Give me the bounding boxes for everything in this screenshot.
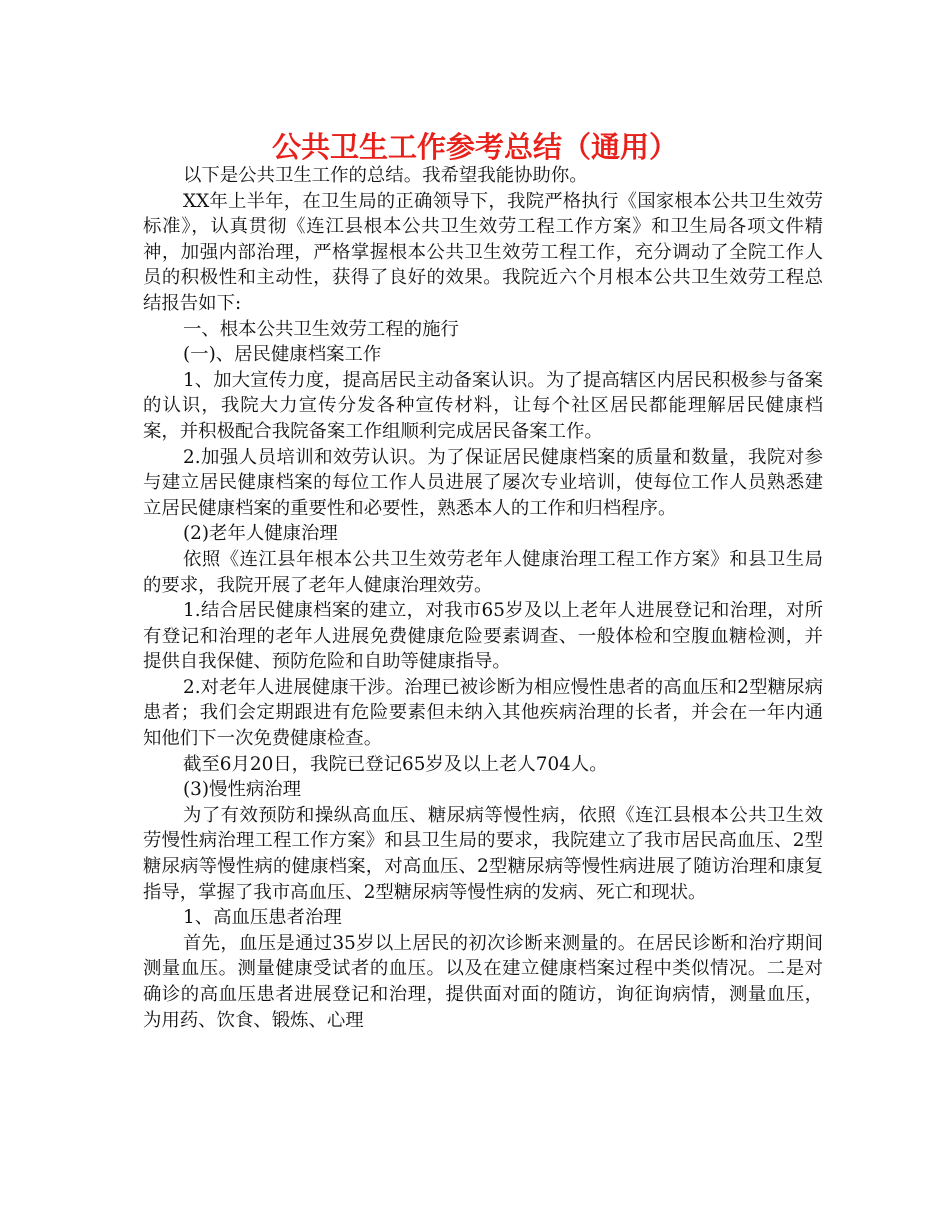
paragraph-elderly-registration: 1.结合居民健康档案的建立，对我市65岁及以上老年人进展登记和治理，对所有登记和治理的老年人进展免费健康危险要素调查、一般体检和空腹血糖检测，并提供自我保健、预防危险和自助等健康指导。: [143, 600, 823, 673]
intro-paragraph: 以下是公共卫生工作的总结。我希望我能协助你。: [183, 165, 588, 186]
paragraph-training: 2.加强人员培训和效劳认识。为了保证居民健康档案的质量和数量，我院对参与建立居民健康档案的每位工作人员进展了屡次专业培训，使每位工作人员熟悉建立居民健康档案的重要性和必要性，熟悉本人的工作和归档程序。: [143, 446, 823, 519]
paragraph-chronic-plan: 为了有效预防和操纵高血压、糖尿病等慢性病，依照《连江县根本公共卫生效劳慢性病治理工程工作方案》和县卫生局的要求，我院建立了我市居民高血压、2型糖尿病等慢性病的健康档案，对高血压、2型糖尿病等慢性病进展了随访治理和康复指导，掌握了我市高血压、2型糖尿病等慢性病的发病、死亡和现状。: [143, 804, 823, 903]
subsection-heading-health-records: (一)、居民健康档案工作: [183, 344, 382, 366]
subsection-heading-hypertension: 1、高血压患者治理: [183, 907, 342, 929]
summary-paragraph: XX年上半年，在卫生局的正确领导下，我院严格执行《国家根本公共卫生效劳标准》，认真贯彻《连江县根本公共卫生效劳工程工作方案》和卫生局各项文件精神，加强内部治理，严格掌握根本公共卫生效劳工程工作，充分调动了全院工作人员的积极性和主动性，获得了良好的效果。我院近六个月根本公共卫生效劳工程总结报告如下:: [143, 190, 823, 314]
paragraph-elderly-intervention: 2.对老年人进展健康干涉。治理已被诊断为相应慢性患者的高血压和2型糖尿病患者；我们会定期跟进有危险要素但未纳入其他疾病治理的长者，并会在一年内通知他们下一次免费健康检查。: [143, 676, 823, 750]
paragraph-hypertension: 首先，血压是通过35岁以上居民的初次诊断来测量的。在居民诊断和治疗期间测量血压。测量健康受试者的血压。以及在建立健康档案过程中类似情况。二是对确诊的高血压患者进展登记和治理，提供面对面的随访，询征询病情，测量血压，为用药、饮食、锻炼、心理: [143, 932, 823, 1031]
section-heading-1: 一、根本公共卫生效劳工程的施行: [183, 318, 459, 340]
subsection-heading-chronic: (3)慢性病治理: [183, 779, 302, 801]
paragraph-elderly-count: 截至6月20日，我院已登记65岁及以上老人704人。: [183, 753, 608, 775]
document-body: [143, 163, 823, 1033]
paragraph-publicity: 1、加大宣传力度，提高居民主动备案认识。为了提高辖区内居民积极参与备案的认识，我院大力宣传分发各种宣传材料，让每个社区居民都能理解居民健康档案，并积极配合我院备案工作组顺利完成居民备案工作。: [143, 369, 823, 442]
document-title: 公共卫生工作参考总结（通用）: [271, 130, 678, 164]
subsection-heading-elderly: (2)老年人健康治理: [183, 523, 338, 545]
paragraph-elderly-plan: 依照《连江县年根本公共卫生效劳老年人健康治理工程工作方案》和县卫生局的要求，我院开展了老年人健康治理效劳。: [143, 548, 823, 596]
